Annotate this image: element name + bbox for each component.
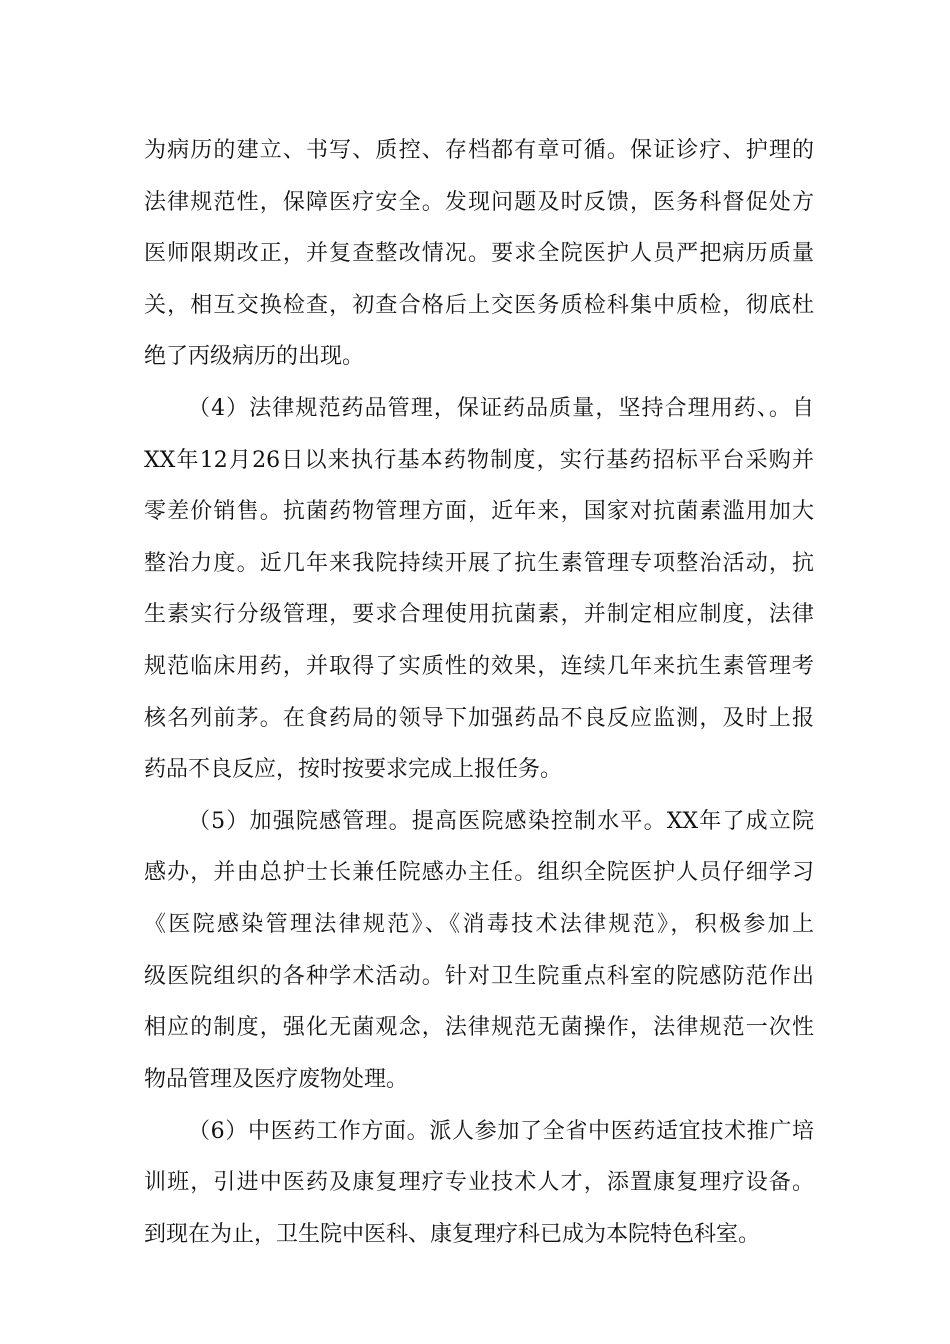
text-line: 到现在为止，卫生院中医科、康复理疗科已成为本院特色科室。 <box>144 1222 761 1247</box>
text-line: 生素实行分级管理，要求合理使用抗菌素，并制定相应制度，法律 <box>144 602 814 627</box>
text-line: 训班，引进中医药及康复理疗专业技术人才，添置康复理疗设备。 <box>144 1170 814 1195</box>
text-line: 感办，并由总护士长兼任院感办主任。组织全院医护人员仔细学习 <box>144 860 814 885</box>
text-line: 为病历的建立、书写、质控、存档都有章可循。保证诊疗、护理的 <box>144 138 814 163</box>
text-line: 零差价销售。抗菌药物管理方面，近年来，国家对抗菌素滥用加大 <box>144 499 814 524</box>
paragraph-heading-6: （6）中医药工作方面。派人参加了全省中医药适宜技术推广培 <box>188 1119 814 1144</box>
text-line: 规范临床用药，并取得了实质性的效果，连续几年来抗生素管理考 <box>144 654 814 679</box>
text-line: 整治力度。近几年来我院持续开展了抗生素管理专项整治活动，抗 <box>144 551 814 576</box>
text-line: 法律规范性，保障医疗安全。发现问题及时反馈，医务科督促处方 <box>144 190 814 215</box>
paragraph-heading-5: （5）加强院感管理。提高医院感染控制水平。XX年了成立院 <box>188 809 814 834</box>
text-line: 物品管理及医疗废物处理。 <box>144 1067 409 1092</box>
paragraph-heading-4: （4）法律规范药品管理，保证药品质量，坚持合理用药、。自 <box>188 396 814 421</box>
text-line: 相应的制度，强化无菌观念，法律规范无菌操作，法律规范一次性 <box>144 1015 814 1040</box>
text-line: 绝了丙级病历的出现。 <box>144 344 365 369</box>
text-line: 核名列前茅。在食药局的领导下加强药品不良反应监测，及时上报 <box>144 706 814 731</box>
text-line: 医师限期改正，并复查整改情况。要求全院医护人员严把病历质量 <box>144 241 814 266</box>
text-line: XX年12月26日以来执行基本药物制度，实行基药招标平台采购并 <box>144 448 814 473</box>
text-line: 药品不良反应，按时按要求完成上报任务。 <box>144 757 563 782</box>
text-line: 《医院感染管理法律规范》、《消毒技术法律规范》，积极参加上 <box>144 912 814 937</box>
text-line: 级医院组织的各种学术活动。针对卫生院重点科室的院感防范作出 <box>144 964 814 989</box>
text-line: 关，相互交换检查，初查合格后上交医务质检科集中质检，彻底杜 <box>144 293 814 318</box>
